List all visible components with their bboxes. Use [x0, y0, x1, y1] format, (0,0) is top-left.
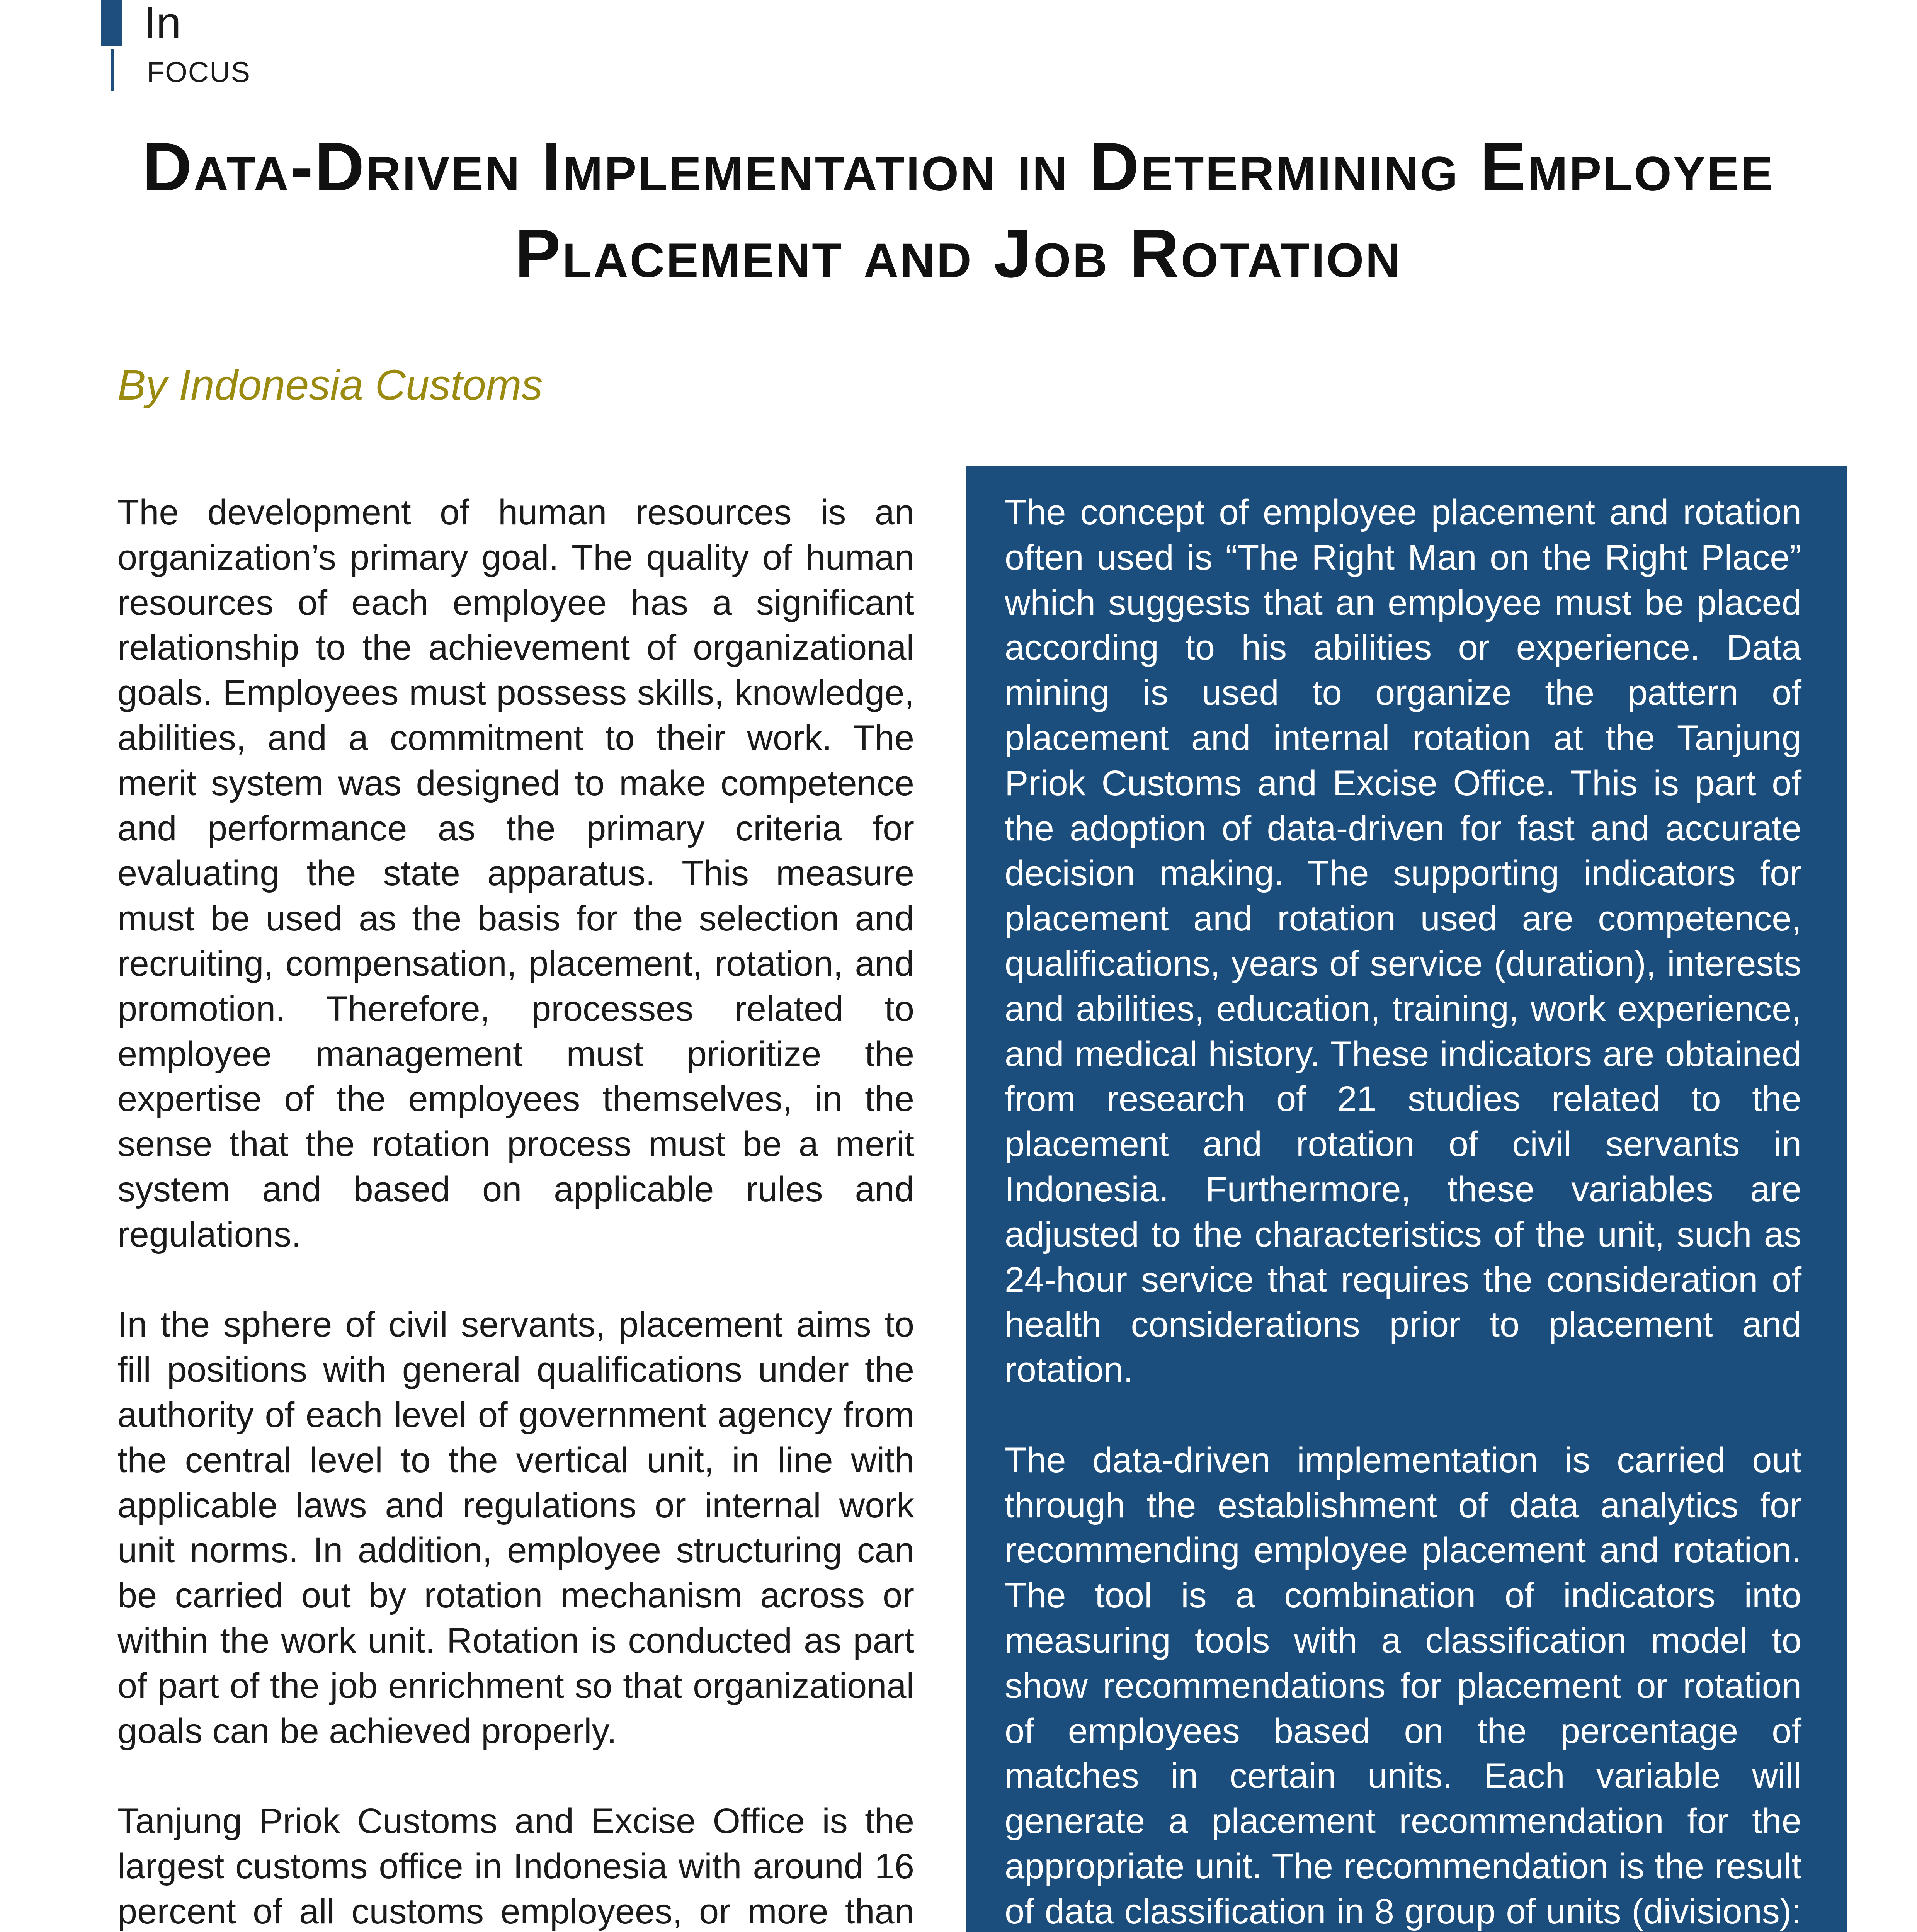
right-column: [1005, 490, 1801, 1932]
section-bar: [101, 0, 122, 46]
section-bar-thin: [111, 49, 114, 91]
left-paragraph-1: The development of human resources is an organization’s primary goal. The quality of human resources of each employee has a significant relationship to the achievement of organizational goals. Employees must possess skills, knowledge, abilities, and a commitment to their work. The merit system was designed to make competence and performance as the primary criteria for evaluating the state apparatus. This measure must be used as the basis for the selection and recruiting, compensation, placement, rotation, and promotion. Therefore, processes related to employee management must prioritize the expertise of the employees themselves, in the sense that the rotation process must be a merit system and based on applicable rules and regulations.: [117, 493, 914, 1254]
right-paragraph-1: The concept of employee placement and rotation often used is “The Right Man on the Right Place” which suggests that an employee must be placed according to his abilities or experience. Data mining is used to organize the pattern of placement and internal rotation at the Tanjung Priok Customs and Excise Office. This is part of the adoption of data-driven for fast and accurate decision making. The supporting indicators for placement and rotation used are competence, qualifications, years of service (duration), interests and abilities, education, training, work experience, and medical history. These indicators are obtained from research of 21 studies related to the placement and rotation of civil servants in Indonesia. Furthermore, these variables are adjusted to the characteristics of the unit, such as 24-hour service that requires the consideration of health considerations prior to placement and rotation.: [1005, 493, 1801, 1390]
left-column: [117, 490, 914, 1932]
article-title: Data-Driven Implementation in Determining Employee Placement and Job Rotation: [142, 128, 1774, 292]
section-title: In: [144, 0, 181, 48]
section-subtitle: FOCUS: [147, 56, 251, 88]
left-paragraph-2: In the sphere of civil servants, placement aims to fill positions with general qualifications under the authority of each level of government agency from the central level to the vertical unit, in line with applicable laws and regulations or internal work unit norms. In addition, employee structuring can be carried out by rotation mechanism across or within the work unit. Rotation is conducted as part of part of the job enrichment so that organizational goals can be achieved properly.: [117, 1305, 914, 1751]
left-paragraph-3: Tanjung Priok Customs and Excise Office is the largest customs office in Indonesia with around 16 percent of all customs employees, or more than: [117, 1801, 914, 1931]
article-byline: By Indonesia Customs: [117, 361, 543, 409]
right-paragraph-2: The data-driven implementation is carried out through the establishment of data analytics for recommending employee placement and rotation. The tool is a combination of indicators into measuring tools with a classification model to show recommendations for placement or rotation of employees based on the percentage of matches in certain units. Each variable will generate a placement recommendation for the appropriate unit. The recommendation is the result of data classification in 8 group of units (divisions):: [1005, 1440, 1801, 1931]
